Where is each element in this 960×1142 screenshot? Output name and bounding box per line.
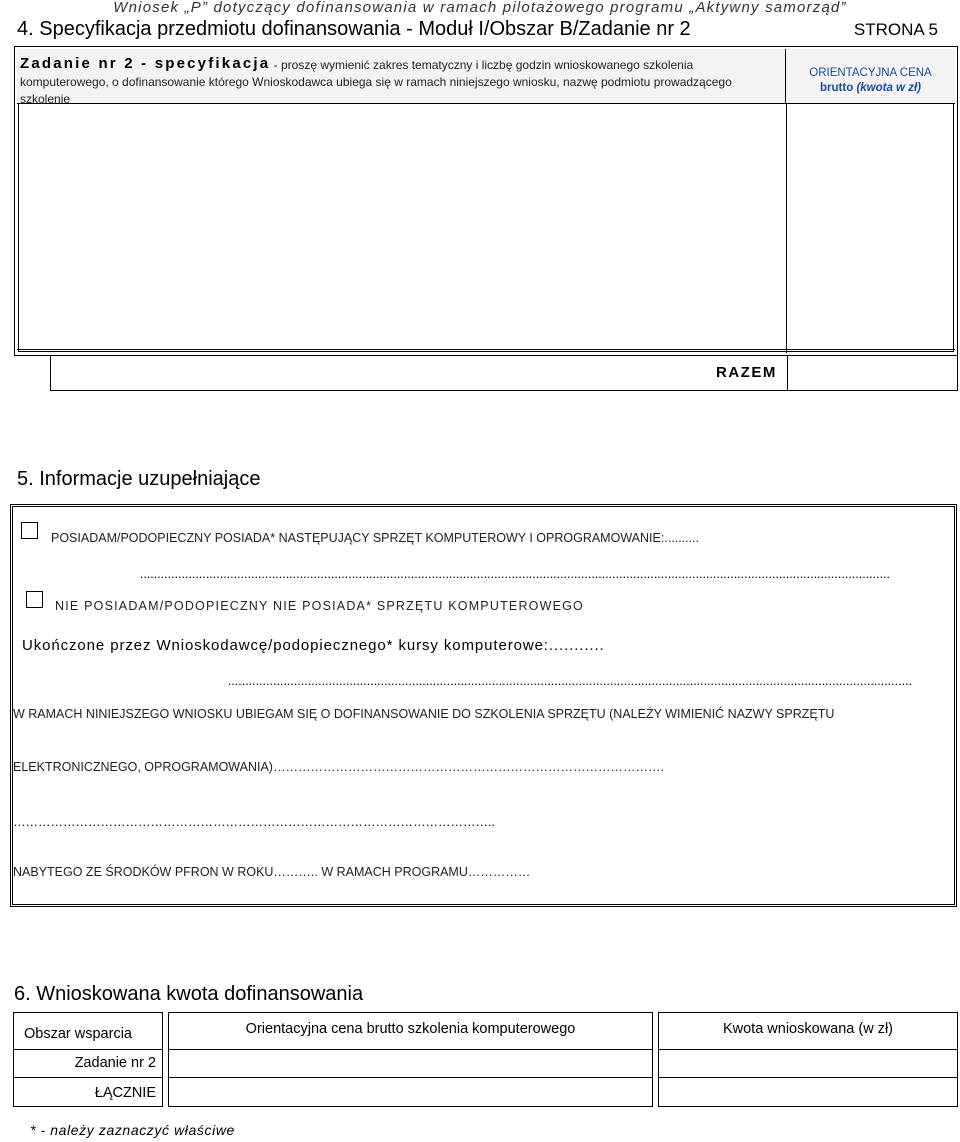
total-price-field[interactable] xyxy=(168,1078,653,1107)
funding-request-line1: W RAMACH NINIEJSZEGO WNIOSKU UBIEGAM SIĘ O DOFINANSOWANIE DO SZKOLENIA SPRZĘTU (NALEŻY WIMIENIĆ NAZWY SPRZĘTU xyxy=(13,707,835,721)
specification-label: Zadanie nr 2 - specyfikacja xyxy=(20,55,271,72)
footnote: * - należy zaznaczyć właściwe xyxy=(30,1122,235,1138)
price-entry-field[interactable] xyxy=(788,105,954,348)
requested-amount-table xyxy=(13,1012,958,1107)
price-header-line2: brutto (kwota w zł) xyxy=(820,82,921,94)
total-amount-requested-field[interactable] xyxy=(658,1078,958,1107)
completed-courses-label[interactable]: Ukończone przez Wnioskodawcę/podopiecznego* kursy komputerowe:........... xyxy=(22,637,605,654)
total-row xyxy=(50,355,788,391)
total-amount-field[interactable] xyxy=(788,355,958,391)
funding-request-dots-line[interactable]: …………………………………………………………………………………………………….. xyxy=(13,815,495,829)
has-equipment-checkbox[interactable] xyxy=(21,522,38,539)
no-equipment-checkbox[interactable] xyxy=(26,591,43,608)
funding-request-line2[interactable]: ELEKTRONICZNEGO, OPROGRAMOWANIA)…………………………………………………………………………………. xyxy=(13,760,664,774)
table-bottom-rule xyxy=(17,349,955,350)
specification-entry-field[interactable] xyxy=(18,105,785,348)
column-divider xyxy=(786,104,787,353)
table-row-label: Zadanie nr 2 xyxy=(13,1050,163,1078)
section-5-title: 5. Informacje uzupełniające xyxy=(17,468,261,490)
specification-instructions: - proszę wymienić zakres tematyczny i liczbę godzin wnioskowanego szkolenia komputerowego, o dofinansowanie którego Wnioskodawca ubiega się w ramach niniejszego wniosku, nazwę podmiotu prowadzącego szkolenie xyxy=(20,58,732,106)
section-6-title: 6. Wnioskowana kwota dofinansowania xyxy=(14,983,364,1005)
task2-price-field[interactable] xyxy=(168,1050,653,1078)
total-label: RAZEM xyxy=(716,364,777,381)
column-header-area: Obszar wsparcia xyxy=(13,1012,163,1050)
document-running-title: Wniosek „P” dotyczący dofinansowania w ramach pilotażowego programu „Aktywny samorząd” xyxy=(113,0,847,16)
column-header-price: Orientacyjna cena brutto szkolenia komputerowego xyxy=(168,1012,653,1050)
purchased-from-pfron-line[interactable]: NABYTEGO ZE ŚRODKÓW PFRON W ROKU……….. W RAMACH PROGRAMU…………… xyxy=(13,865,531,879)
column-header-amount: Kwota wnioskowana (w zł) xyxy=(658,1012,958,1050)
has-equipment-label: POSIADAM/PODOPIECZNY POSIADA* NASTĘPUJĄCY SPRZĘT KOMPUTEROWY I OPROGRAMOWANIE:.......... xyxy=(51,531,700,545)
courses-dots-line[interactable]: ..................................................................................................................................................................................................... xyxy=(227,674,912,688)
table-row-label: ŁĄCZNIE xyxy=(13,1078,163,1107)
section-4-title: 4. Specyfikacja przedmiotu dofinansowania - Moduł I/Obszar B/Zadanie nr 2 xyxy=(17,18,691,40)
page-number-label: STRONA 5 xyxy=(853,20,938,39)
equipment-dots-line[interactable]: ........................................................................................................................................................................................................................ xyxy=(139,567,890,581)
task2-amount-field[interactable] xyxy=(658,1050,958,1078)
no-equipment-label: NIE POSIADAM/PODOPIECZNY NIE POSIADA* SPRZĘTU KOMPUTEROWEGO xyxy=(55,599,584,613)
price-header-line1: ORIENTACYJNA CENA xyxy=(809,67,932,79)
